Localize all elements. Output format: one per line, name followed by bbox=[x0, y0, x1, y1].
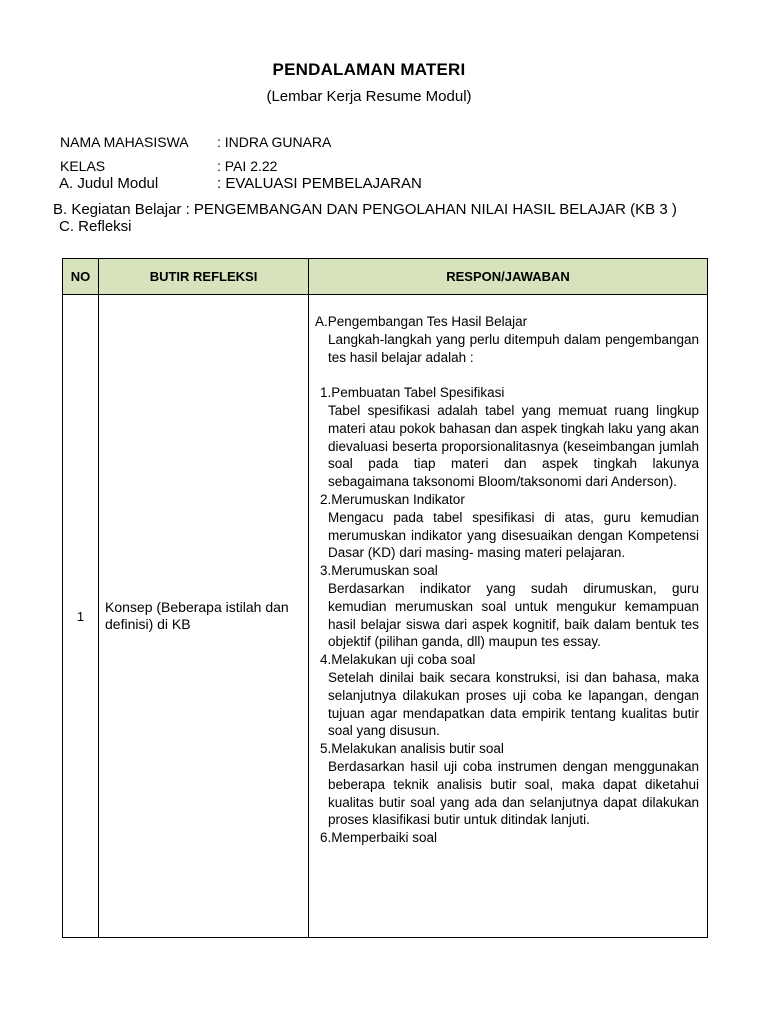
step-body-3: Berdasarkan indikator yang sudah dirumuskan, guru kemudian merumuskan soal untuk mengukur kemampuan hasil belajar siswa dari aspek kognitif, baik dalam bentuk tes objektif (pilihan ganda, dll) maupun tes essay. bbox=[328, 580, 699, 650]
learning-activity-line: B. Kegiatan Belajar : PENGEMBANGAN DAN PENGOLAHAN NILAI HASIL BELAJAR (KB 3 ) bbox=[53, 201, 677, 218]
step-body-4: Setelah dinilai baik secara konstruksi, isi dan bahasa, maka selanjutnya dilakukan proses uji coba ke lapangan, dengan tujuan agar mendapatkan data empirik tentang kualitas butir soal yang disusun. bbox=[328, 669, 699, 739]
response-heading: A.Pengembangan Tes Hasil Belajar bbox=[315, 314, 528, 329]
step-title-6: 6.Memperbaiki soal bbox=[320, 830, 438, 846]
module-title-row bbox=[59, 175, 559, 195]
response-intro: Langkah-langkah yang perlu ditempuh dalam pengembangan tes hasil belajar adalah : bbox=[328, 331, 699, 365]
step-title-3: 3.Merumuskan soal bbox=[320, 563, 438, 579]
module-title-label: A. Judul Modul bbox=[59, 175, 159, 192]
header-butir-refleksi: BUTIR REFLEKSI bbox=[99, 259, 309, 295]
reflection-table bbox=[62, 258, 708, 938]
class-row bbox=[60, 158, 460, 176]
row-response bbox=[309, 295, 708, 938]
step-title-4: 4.Melakukan uji coba soal bbox=[320, 652, 476, 668]
document-title: PENDALAMAN MATERI bbox=[272, 60, 466, 79]
step-body-5: Berdasarkan hasil uji coba instrumen dengan menggunakan beberapa teknik analisis butir soal, maka dapat diketahui kualitas butir soal yang ada dan selanjutnya dapat dilakukan proses klasifikasi butir untuk ditindak lanjuti. bbox=[328, 758, 699, 828]
module-title-value: : EVALUASI PEMBELAJARAN bbox=[217, 175, 422, 192]
document-subtitle: (Lembar Kerja Resume Modul) bbox=[266, 88, 472, 105]
table-header-row bbox=[63, 259, 708, 295]
student-name-label: NAMA MAHASISWA bbox=[60, 134, 189, 150]
step-title-1: 1.Pembuatan Tabel Spesifikasi bbox=[320, 385, 505, 401]
class-value: : PAI 2.22 bbox=[217, 158, 278, 174]
row-butir: Konsep (Beberapa istilah dan definisi) di KB bbox=[99, 295, 309, 938]
student-name-row bbox=[60, 134, 460, 152]
reflection-label: C. Refleksi bbox=[59, 218, 132, 235]
table-row bbox=[63, 295, 708, 938]
step-title-5: 5.Melakukan analisis butir soal bbox=[320, 741, 504, 757]
step-title-2: 2.Merumuskan Indikator bbox=[320, 491, 465, 507]
row-number: 1 bbox=[63, 295, 99, 938]
step-body-1: Tabel spesifikasi adalah tabel yang memuat ruang lingkup materi atau pokok bahasan dan aspek tingkah laku yang akan dievaluasi beserta proporsionalitasnya (keseimbangan jumlah soal pada tiap materi dan aspek tingkah lakunya sebagaimana taksonomi Bloom/taksonomi dari Anderson). bbox=[328, 402, 699, 490]
student-name-value: : INDRA GUNARA bbox=[217, 134, 332, 150]
step-body-2: Mengacu pada tabel spesifikasi di atas, guru kemudian merumuskan indikator yang disesuaikan dengan Kompetensi Dasar (KD) dari masing- masing materi pelajaran. bbox=[328, 509, 699, 561]
header-respon-jawaban: RESPON/JAWABAN bbox=[309, 259, 708, 295]
class-label: KELAS bbox=[60, 158, 106, 174]
header-no: NO bbox=[63, 259, 99, 295]
